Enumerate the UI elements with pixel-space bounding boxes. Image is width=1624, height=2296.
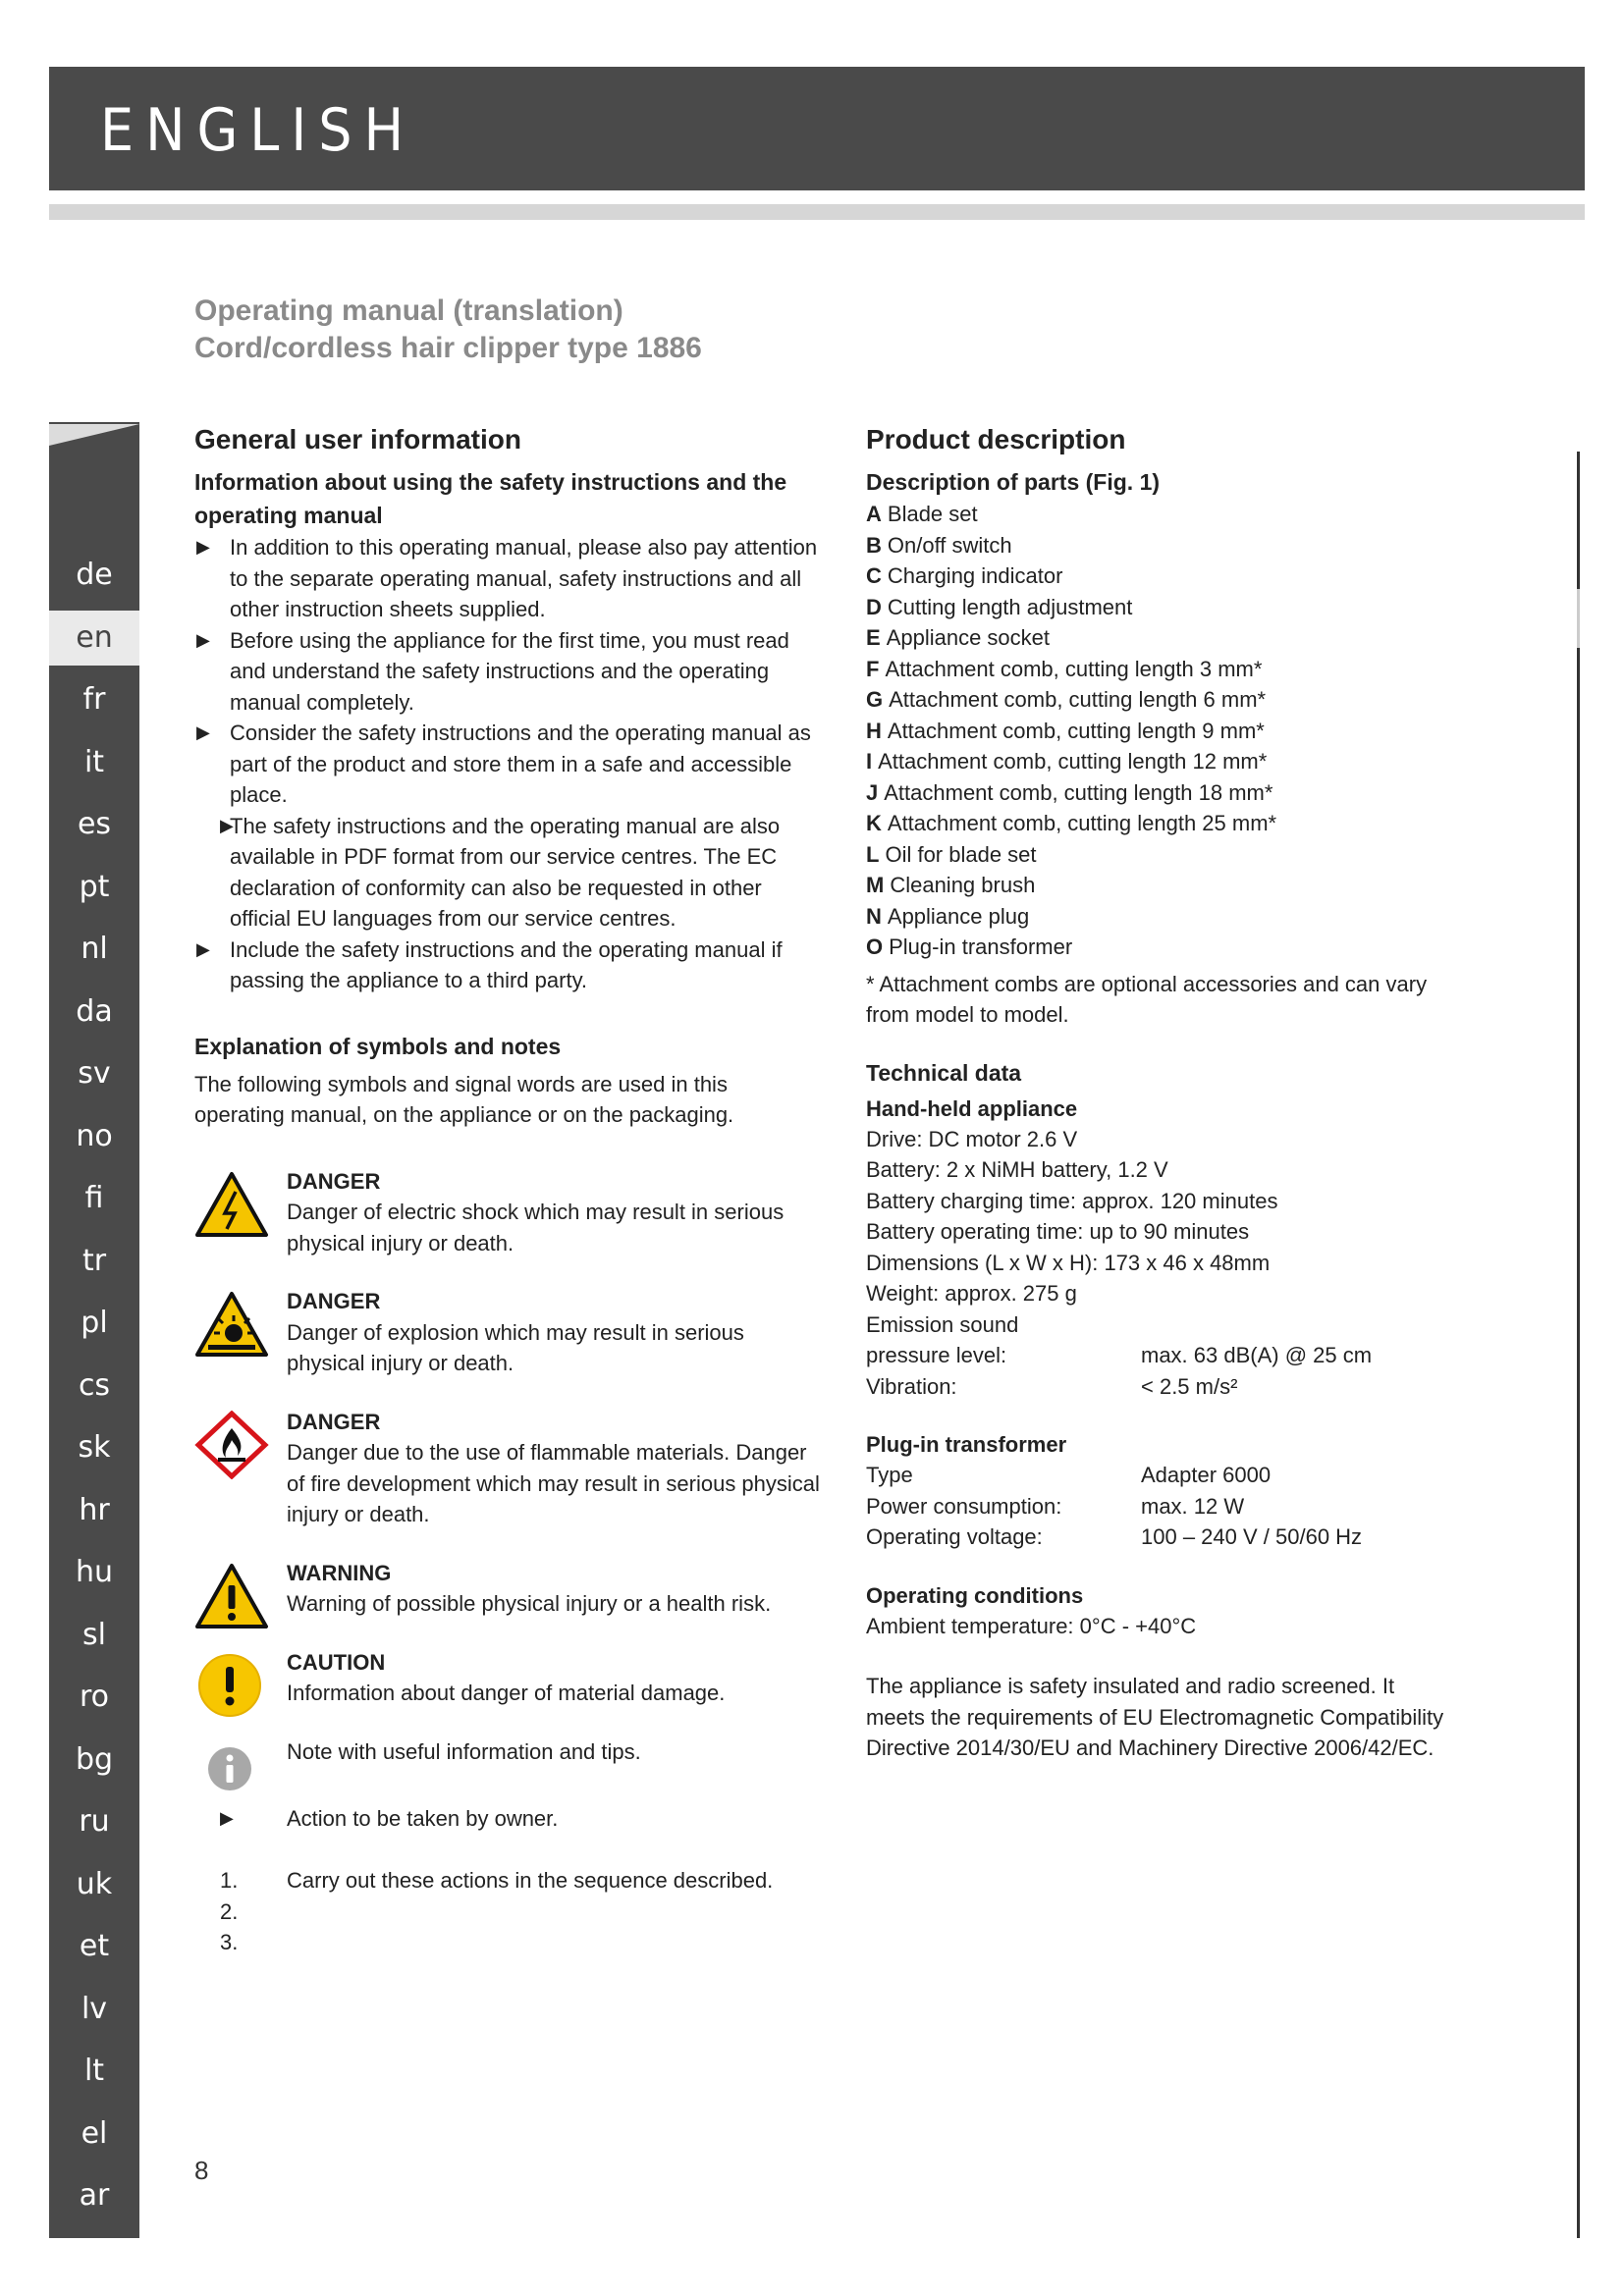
symbol-text: Note with useful information and tips. [287, 1738, 641, 1764]
sequence-number: 2. [220, 1898, 239, 1924]
bullet-text: Before using the appliance for the first time, you must read and understand the safety instructions and the operating manual completely. [230, 627, 789, 715]
document-title-line2: Cord/cordless hair clipper type 1886 [194, 332, 702, 364]
part-item [866, 777, 1455, 809]
part-item [866, 932, 1455, 963]
language-tab-it[interactable]: it [83, 744, 105, 779]
symbol-text: Danger due to the use of flammable materials. Danger of fire development which may result in serious physical injury or death. [287, 1440, 820, 1526]
part-label: Attachment comb, cutting length 9 mm* [887, 718, 1265, 743]
spec-line: Weight: approx. 275 g [866, 1281, 1077, 1306]
sequence-row [194, 1865, 823, 1953]
part-letter: O [866, 934, 884, 959]
document-title-line1: Operating manual (translation) [194, 294, 623, 327]
language-tab-fr[interactable]: fr [82, 682, 106, 717]
symbol-row [194, 1407, 823, 1530]
action-text: Action to be taken by owner. [287, 1805, 559, 1831]
spec-value: max. 63 dB(A) @ 25 cm [1141, 1343, 1373, 1367]
bullet-arrow-icon: ▶ [220, 815, 234, 835]
spec-value: < 2.5 m/s² [1141, 1373, 1238, 1399]
safety-bullet-list [194, 532, 823, 996]
handheld-heading: Hand-held appliance [866, 1095, 1078, 1121]
tab-strip-top [49, 424, 139, 446]
part-item [866, 746, 1455, 777]
part-item [866, 622, 1455, 654]
parts-footnote: * Attachment combs are optional accessories and can vary from model to model. [866, 971, 1428, 1027]
part-item [866, 592, 1455, 623]
spec-value: 100 – 240 V / 50/60 Hz [1141, 1524, 1363, 1549]
bullet-arrow-icon: ▶ [196, 537, 210, 557]
language-tab-el[interactable]: el [81, 2115, 108, 2151]
spec-row [866, 1522, 1455, 1553]
spec-line: Battery charging time: approx. 120 minutes [866, 1188, 1278, 1213]
part-item [866, 901, 1455, 933]
operating-conditions-heading: Operating conditions [866, 1582, 1084, 1608]
symbol-row [194, 1286, 823, 1379]
symbol-text: Danger of electric shock which may result in serious physical injury or death. [287, 1200, 785, 1255]
header-divider [49, 204, 1585, 220]
left-column [194, 422, 823, 1981]
header-banner [49, 67, 1585, 190]
part-label: Oil for blade set [885, 841, 1037, 867]
general-info-heading: General user information [194, 424, 521, 454]
operating-conditions-text: Ambient temperature: 0°C - +40°C [866, 1613, 1197, 1638]
bullet-text: Include the safety instructions and the operating manual if passing the appliance to a third party. [230, 936, 783, 992]
spec-row [866, 1340, 1455, 1371]
electric-shock-warning-icon [194, 1170, 269, 1239]
spec-line: Battery: 2 x NiMH battery, 1.2 V [866, 1157, 1168, 1182]
sequence-numbers [220, 1865, 238, 1958]
language-tab-pt[interactable]: pt [79, 869, 110, 904]
language-tab-strip [49, 422, 139, 2238]
bullet-text: In addition to this operating manual, please also pay attention to the separate operating manual, safety instructions and all other instruction sheets supplied. [230, 535, 818, 621]
parts-list [866, 499, 1455, 963]
symbol-keyword: DANGER [287, 1289, 381, 1313]
part-label: Plug-in transformer [889, 934, 1073, 959]
handheld-specs [866, 1124, 1455, 1341]
safety-bullet [194, 811, 823, 934]
spec-label: pressure level: [866, 1343, 1007, 1367]
flammable-hazard-icon [194, 1411, 269, 1479]
language-tab-hu[interactable]: hu [75, 1555, 114, 1589]
language-tab-bg[interactable]: bg [75, 1741, 114, 1777]
part-item [866, 561, 1455, 592]
language-tab-cs[interactable]: cs [78, 1367, 111, 1403]
part-letter: J [866, 779, 879, 805]
right-margin-rule [1577, 452, 1580, 2238]
symbol-keyword: DANGER [287, 1168, 381, 1194]
part-label: Attachment comb, cutting length 18 mm* [884, 779, 1273, 805]
parts-heading: Description of parts (Fig. 1) [866, 469, 1161, 495]
spec-value: max. 12 W [1141, 1493, 1245, 1519]
spec-row [866, 1460, 1455, 1491]
action-marker-icon: ▶ [220, 1807, 234, 1828]
spec-line: Dimensions (L x W x H): 173 x 46 x 48mm [866, 1250, 1271, 1275]
part-item [866, 870, 1455, 901]
part-item [866, 808, 1455, 839]
symbols-intro: The following symbols and signal words are used in this operating manual, on the appliance or on the packaging. [194, 1071, 734, 1127]
safety-info-heading: Information about using the safety instructions and the operating manual [194, 469, 787, 528]
language-tab-no[interactable]: no [76, 1118, 113, 1153]
part-letter: G [866, 687, 884, 712]
bullet-text: The safety instructions and the operating manual are also available in PDF format from our service centres. The EC declaration of conformity can also be requested in other official EU languages from our service centres. [230, 813, 781, 931]
spec-line: Battery operating time: up to 90 minutes [866, 1219, 1250, 1244]
part-label: Blade set [887, 502, 978, 526]
sequence-text: Carry out these actions in the sequence described. [287, 1868, 774, 1893]
part-letter: E [866, 625, 881, 650]
part-label: Attachment comb, cutting length 12 mm* [878, 749, 1268, 774]
language-tab-ar[interactable]: ar [79, 2178, 110, 2213]
part-letter: D [866, 594, 882, 619]
right-column [866, 422, 1455, 1764]
spec-label: Operating voltage: [866, 1524, 1043, 1549]
language-tab-fi[interactable]: fi [84, 1181, 104, 1215]
general-warning-icon [194, 1562, 269, 1630]
spec-value: Adapter 6000 [1141, 1463, 1272, 1487]
symbol-text: Information about danger of material damage. [287, 1681, 726, 1705]
safety-bullet [194, 625, 823, 719]
symbol-text: Warning of possible physical injury or a health risk. [287, 1591, 772, 1616]
symbol-row [194, 1558, 823, 1620]
language-tab-en[interactable]: en [49, 611, 139, 666]
language-tab-ru[interactable]: ru [79, 1804, 110, 1839]
part-item [866, 654, 1455, 685]
symbol-row [194, 1736, 823, 1776]
bullet-text: Consider the safety instructions and the operating manual as part of the product and store them in a safe and accessible place. [230, 721, 811, 807]
symbol-keyword: CAUTION [287, 1649, 386, 1675]
transformer-heading: Plug-in transformer [866, 1432, 1067, 1457]
part-label: Attachment comb, cutting length 6 mm* [889, 687, 1267, 712]
symbols-heading: Explanation of symbols and notes [194, 1033, 562, 1059]
sequence-number: 3. [220, 1930, 239, 1954]
part-label: On/off switch [887, 532, 1012, 558]
language-tab-pl[interactable]: pl [81, 1306, 108, 1340]
page-number: 8 [194, 2156, 209, 2185]
part-label: Appliance socket [886, 625, 1051, 650]
product-description-heading: Product description [866, 424, 1126, 454]
part-item [866, 716, 1455, 747]
safety-bullet [194, 718, 823, 811]
part-label: Cleaning brush [890, 873, 1036, 897]
safety-bullet [194, 532, 823, 625]
bullet-arrow-icon: ▶ [196, 629, 210, 650]
symbol-text: Danger of explosion which may result in serious physical injury or death. [287, 1319, 744, 1375]
language-tab-uk[interactable]: uk [76, 1866, 113, 1901]
part-letter: I [866, 749, 873, 774]
bullet-arrow-icon: ▶ [196, 938, 210, 959]
spec-row [866, 1491, 1455, 1522]
transformer-specs-table [866, 1460, 1455, 1553]
part-letter: F [866, 656, 880, 681]
language-tab-hr[interactable]: hr [79, 1492, 110, 1527]
part-item [866, 684, 1455, 716]
part-letter: A [866, 502, 882, 526]
part-item [866, 530, 1455, 561]
action-row [194, 1803, 823, 1835]
language-tab-et[interactable]: et [79, 1929, 110, 1963]
symbol-row [194, 1647, 823, 1709]
explosion-warning-icon [194, 1290, 269, 1359]
info-icon [194, 1735, 269, 1803]
spec-line: Emission sound [866, 1311, 1019, 1337]
right-margin-rule-highlight [1577, 589, 1580, 648]
language-tab-de[interactable]: de [76, 558, 113, 592]
part-item [866, 499, 1455, 530]
language-tab-sk[interactable]: sk [78, 1430, 111, 1465]
spec-line: Drive: DC motor 2.6 V [866, 1126, 1078, 1151]
part-letter: K [866, 811, 882, 835]
document-title [194, 293, 702, 367]
spec-label: Power consumption: [866, 1493, 1062, 1519]
part-letter: N [866, 903, 882, 929]
language-tab-nl[interactable]: nl [81, 932, 108, 966]
part-letter: L [866, 841, 880, 867]
symbol-keyword: DANGER [287, 1409, 381, 1434]
technical-data-heading: Technical data [866, 1059, 1022, 1086]
language-title: ENGLISH [100, 96, 416, 165]
language-tab-sv[interactable]: sv [78, 1056, 111, 1091]
spec-label: Vibration: [866, 1373, 957, 1399]
symbol-row [194, 1166, 823, 1259]
symbol-keyword: WARNING [287, 1560, 392, 1585]
language-tab-da[interactable]: da [76, 993, 113, 1029]
handheld-specs-table [866, 1340, 1455, 1402]
caution-icon [194, 1651, 269, 1720]
part-letter: H [866, 718, 882, 743]
part-label: Cutting length adjustment [887, 594, 1133, 619]
language-tab-tr[interactable]: tr [81, 1243, 107, 1278]
safety-bullet [194, 934, 823, 996]
spec-row [866, 1371, 1455, 1403]
part-letter: B [866, 532, 882, 558]
part-label: Attachment comb, cutting length 3 mm* [885, 656, 1263, 681]
language-tab-ro[interactable]: ro [79, 1680, 110, 1714]
part-label: Charging indicator [887, 563, 1063, 588]
language-tab-es[interactable]: es [77, 807, 112, 841]
language-tab-lv[interactable]: lv [81, 1991, 108, 2026]
part-letter: C [866, 563, 882, 588]
bullet-arrow-icon: ▶ [196, 722, 210, 742]
sequence-number: 1. [220, 1868, 239, 1893]
part-label: Attachment comb, cutting length 25 mm* [887, 811, 1277, 835]
language-tab-lt[interactable]: lt [83, 2054, 105, 2088]
spec-label: Type [866, 1463, 913, 1487]
language-tab-sl[interactable]: sl [82, 1617, 106, 1652]
part-letter: M [866, 873, 885, 897]
part-label: Appliance plug [887, 903, 1030, 929]
part-item [866, 839, 1455, 871]
compliance-statement: The appliance is safety insulated and radio screened. It meets the requirements of EU Electromagnetic Compatibility Directive 2014/30/EU and Machinery Directive 2006/42/EC. [866, 1674, 1444, 1760]
